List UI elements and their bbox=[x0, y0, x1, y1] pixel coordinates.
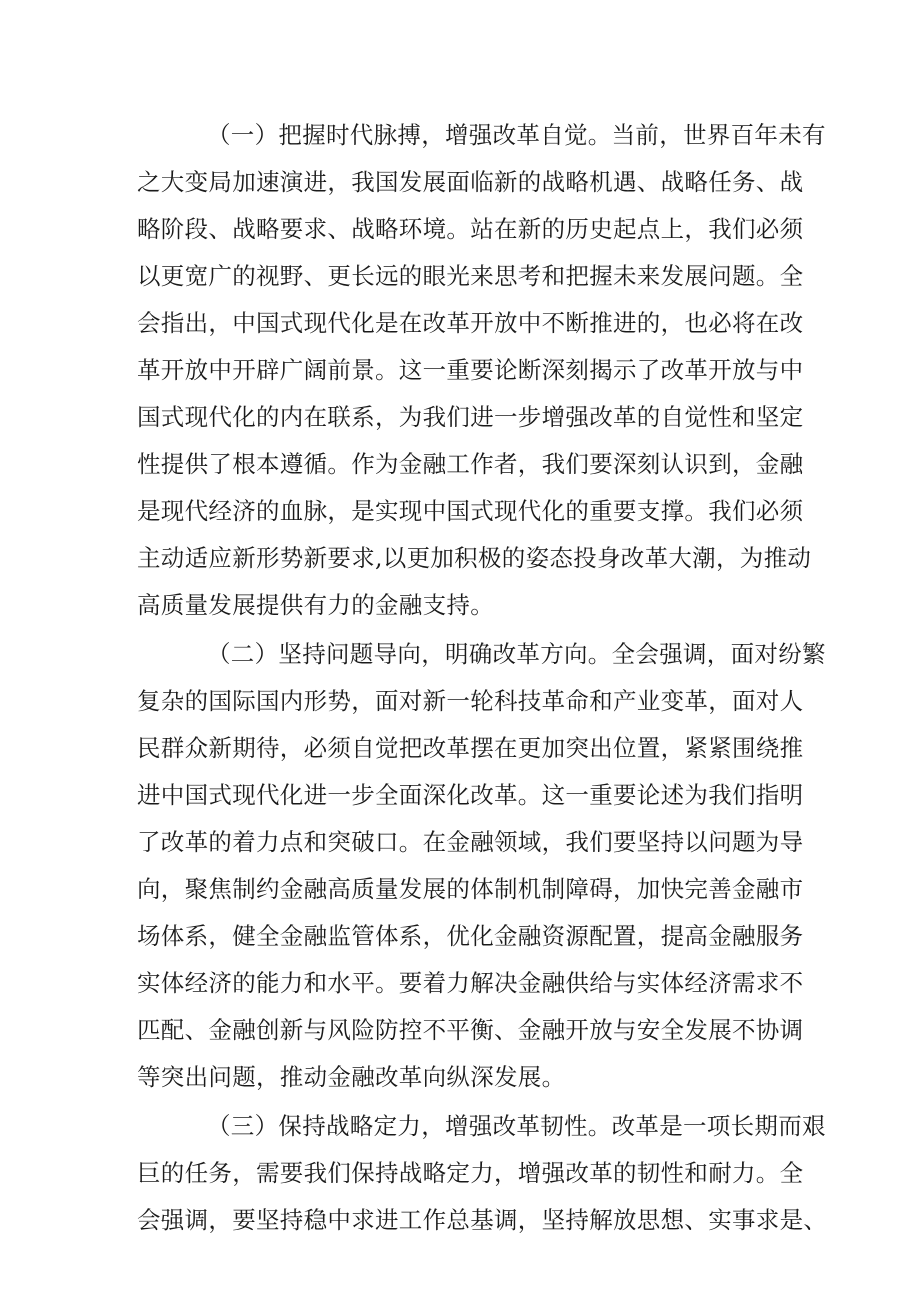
paragraph-3 bbox=[137, 1103, 828, 1244]
paragraph-line: 等突出问题，推动金融改革向纵深发展。 bbox=[137, 1063, 566, 1091]
paragraph-line: 巨的任务，需要我们保持战略定力，增强改革的韧性和耐力。全 bbox=[137, 1159, 804, 1187]
paragraph-line: 会指出，中国式现代化是在改革开放中不断推进的，也必将在改 bbox=[137, 309, 804, 337]
paragraph-line: 略阶段、战略要求、战略环境。站在新的历史起点上，我们必须 bbox=[137, 215, 804, 243]
paragraph-line: 以更宽广的视野、更长远的眼光来思考和把握未来发展问题。全 bbox=[137, 262, 804, 290]
paragraph-line: 主动适应新形势新要求,以更加积极的姿态投身改革大潮，为推动 bbox=[137, 544, 812, 572]
paragraph-line: （一）把握时代脉搏，增强改革自觉。当前，世界百年未有 bbox=[207, 121, 826, 149]
paragraph-line: 实体经济的能力和水平。要着力解决金融供给与实体经济需求不 bbox=[137, 969, 804, 997]
paragraph-line: 民群众新期待，必须自觉把改革摆在更加突出位置，紧紧围绕推 bbox=[137, 734, 804, 762]
paragraph-line: 向，聚焦制约金融高质量发展的体制机制障碍，加快完善金融市 bbox=[137, 875, 804, 903]
paragraph-line: 了改革的着力点和突破口。在金融领域，我们要坚持以问题为导 bbox=[137, 828, 804, 856]
paragraph-line: （二）坚持问题导向，明确改革方向。全会强调，面对纷繁 bbox=[207, 640, 826, 668]
paragraph-line: 是现代经济的血脉，是实现中国式现代化的重要支撑。我们必须 bbox=[137, 497, 804, 525]
paragraph-line: （三）保持战略定力，增强改革韧性。改革是一项长期而艰 bbox=[207, 1112, 826, 1140]
document-body bbox=[137, 112, 828, 1246]
paragraph-line: 会强调，要坚持稳中求进工作总基调，坚持解放思想、实事求是、 bbox=[137, 1206, 828, 1234]
paragraph-line: 革开放中开辟广阔前景。这一重要论断深刻揭示了改革开放与中 bbox=[137, 356, 804, 384]
paragraph-line: 国式现代化的内在联系，为我们进一步增强改革的自觉性和坚定 bbox=[137, 403, 804, 431]
paragraph-line: 进中国式现代化进一步全面深化改革。这一重要论述为我们指明 bbox=[137, 781, 804, 809]
paragraph-line: 复杂的国际国内形势，面对新一轮科技革命和产业变革，面对人 bbox=[137, 687, 804, 715]
paragraph-line: 性提供了根本遵循。作为金融工作者，我们要深刻认识到，金融 bbox=[137, 450, 804, 478]
paragraph-line: 场体系，健全金融监管体系，优化金融资源配置，提高金融服务 bbox=[137, 922, 804, 950]
paragraph-1 bbox=[137, 112, 826, 629]
paragraph-2 bbox=[137, 631, 826, 1101]
paragraph-line: 匹配、金融创新与风险防控不平衡、金融开放与安全发展不协调 bbox=[137, 1016, 804, 1044]
paragraph-line: 之大变局加速演进，我国发展面临新的战略机遇、战略任务、战 bbox=[137, 168, 804, 196]
paragraph-line: 高质量发展提供有力的金融支持。 bbox=[137, 591, 494, 619]
